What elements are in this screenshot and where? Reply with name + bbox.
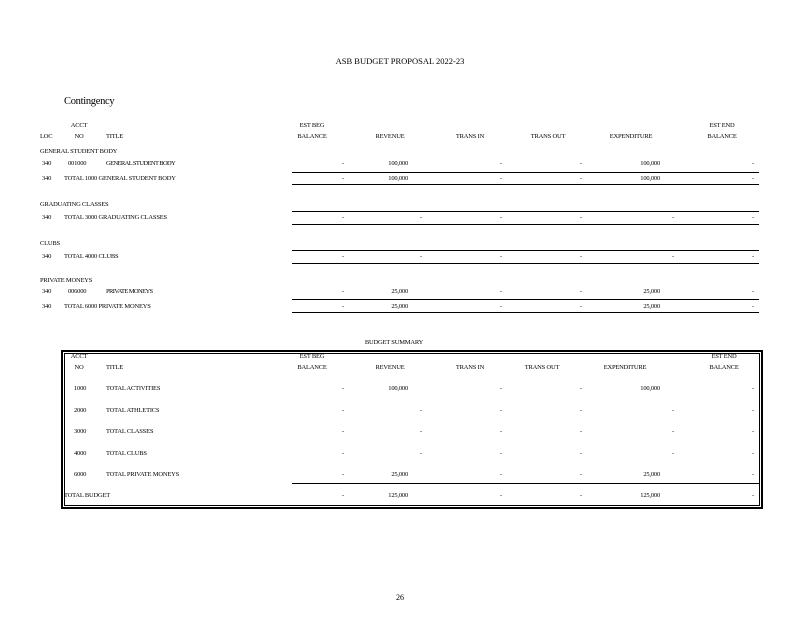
summary-acct: 3000 [74, 428, 87, 435]
summary-title: TOTAL CLASSES [106, 428, 154, 435]
summary-header-revenue: REVENUE [375, 364, 405, 371]
row-title: GENERAL STUDENT BODY [106, 160, 176, 167]
row-acct: 006000 [68, 288, 87, 295]
total-beg: - [342, 175, 344, 182]
header-expenditure: EXPENDITURE [609, 133, 653, 140]
row-tout: - [580, 160, 582, 167]
header-est-end: EST END [709, 122, 735, 129]
header-beg-balance: BALANCE [297, 133, 327, 140]
summary-rev: - [420, 450, 422, 457]
row-exp: 100,000 [640, 160, 660, 167]
group-heading: PRIVATE MONEYS [40, 277, 93, 284]
total-exp: - [672, 214, 674, 221]
summary-end: - [752, 450, 754, 457]
summary-tin: - [500, 385, 502, 392]
summary-tout: - [580, 428, 582, 435]
total-end: - [752, 175, 754, 182]
summary-rev: 25,000 [391, 471, 408, 478]
total-bottom-rule [292, 263, 759, 264]
summary-acct: 6000 [74, 471, 87, 478]
summary-header-expenditure: EXPENDITURE [603, 364, 647, 371]
summary-tin: - [500, 450, 502, 457]
row-acct: 001000 [68, 160, 87, 167]
summary-end: - [752, 407, 754, 414]
summary-exp: - [672, 407, 674, 414]
row-loc: 340 [42, 288, 52, 295]
group-heading: GENERAL STUDENT BODY [40, 148, 118, 155]
summary-header-acct: ACCT [70, 353, 88, 360]
row-end: - [752, 160, 754, 167]
total-top-rule [292, 172, 759, 173]
total-rev: - [420, 253, 422, 260]
summary-beg: - [342, 385, 344, 392]
summary-tout: - [580, 450, 582, 457]
summary-rev: - [420, 407, 422, 414]
header-est-beg: EST BEG [299, 122, 325, 129]
row-beg: - [342, 288, 344, 295]
summary-total-rev: 125,000 [388, 492, 408, 499]
total-title: TOTAL 1000 GENERAL STUDENT BODY [64, 175, 176, 182]
total-exp: 100,000 [640, 175, 660, 182]
page-number: 26 [396, 593, 404, 602]
header-end-balance: BALANCE [707, 133, 737, 140]
total-tout: - [580, 175, 582, 182]
summary-total-exp: 125,000 [640, 492, 660, 499]
header-trans-out: TRANS OUT [530, 133, 566, 140]
document-title: ASB BUDGET PROPOSAL 2022-23 [335, 56, 465, 66]
summary-tin: - [500, 471, 502, 478]
header-revenue: REVENUE [375, 133, 405, 140]
summary-header-trans-out: TRANS OUT [524, 364, 560, 371]
summary-end: - [752, 471, 754, 478]
total-end: - [752, 214, 754, 221]
summary-title: TOTAL PRIVATE MONEYS [106, 471, 180, 478]
total-exp: - [672, 253, 674, 260]
summary-total-tout: - [580, 492, 582, 499]
summary-title: TOTAL ATHLETICS [106, 407, 160, 414]
summary-exp: 25,000 [643, 471, 660, 478]
header-trans-in: TRANS IN [455, 133, 485, 140]
row-title: PRIVATE MONEYS [106, 288, 153, 295]
total-tout: - [580, 253, 582, 260]
total-beg: - [342, 253, 344, 260]
total-title: TOTAL 6000 PRIVATE MONEYS [64, 303, 151, 310]
summary-header-title: TITLE [106, 364, 124, 371]
summary-acct: 1000 [74, 385, 87, 392]
total-rev: 25,000 [391, 303, 408, 310]
row-loc: 340 [42, 160, 52, 167]
total-rev: 100,000 [388, 175, 408, 182]
total-tin: - [500, 214, 502, 221]
summary-acct: 2000 [74, 407, 87, 414]
total-bottom-rule [292, 312, 759, 313]
group-heading: GRADUATING CLASSES [40, 201, 109, 208]
row-beg: - [342, 160, 344, 167]
total-tout: - [580, 303, 582, 310]
total-exp: 25,000 [643, 303, 660, 310]
row-tin: - [500, 288, 502, 295]
total-loc: 340 [42, 303, 52, 310]
total-beg: - [342, 303, 344, 310]
section-title: Contingency [64, 96, 115, 107]
total-end: - [752, 253, 754, 260]
summary-title: TOTAL ACTIVITIES [106, 385, 161, 392]
row-rev: 100,000 [388, 160, 408, 167]
summary-header-no: NO [74, 364, 84, 371]
total-rev: - [420, 214, 422, 221]
summary-total-tin: - [500, 492, 502, 499]
total-loc: 340 [42, 253, 52, 260]
summary-tin: - [500, 428, 502, 435]
summary-total-rule [292, 483, 759, 484]
summary-total-end: - [752, 492, 754, 499]
total-tin: - [500, 253, 502, 260]
row-end: - [752, 288, 754, 295]
summary-header-beg-balance: BALANCE [297, 364, 327, 371]
summary-total-beg: - [342, 492, 344, 499]
summary-header-end-balance: BALANCE [709, 364, 739, 371]
summary-exp: - [672, 450, 674, 457]
total-title: TOTAL 3000 GRADUATING CLASSES [64, 214, 167, 221]
summary-heading: BUDGET SUMMARY [364, 339, 424, 346]
summary-beg: - [342, 471, 344, 478]
total-end: - [752, 303, 754, 310]
summary-header-est-beg: EST BEG [299, 353, 325, 360]
summary-beg: - [342, 407, 344, 414]
total-loc: 340 [42, 175, 52, 182]
summary-rev: - [420, 428, 422, 435]
total-tin: - [500, 175, 502, 182]
summary-header-est-end: EST END [711, 353, 737, 360]
group-heading: CLUBS [40, 240, 60, 247]
row-exp: 25,000 [643, 288, 660, 295]
summary-beg: - [342, 428, 344, 435]
total-title: TOTAL 4000 CLUBS [64, 253, 119, 260]
header-no: NO [74, 133, 84, 140]
total-top-rule [292, 250, 759, 251]
total-tout: - [580, 214, 582, 221]
row-tin: - [500, 160, 502, 167]
summary-tin: - [500, 407, 502, 414]
summary-title: TOTAL CLUBS [106, 450, 147, 457]
summary-end: - [752, 428, 754, 435]
total-bottom-rule [292, 224, 759, 225]
total-tin: - [500, 303, 502, 310]
summary-tout: - [580, 407, 582, 414]
summary-end: - [752, 385, 754, 392]
row-rev: 25,000 [391, 288, 408, 295]
summary-beg: - [342, 450, 344, 457]
summary-tout: - [580, 385, 582, 392]
summary-header-trans-in: TRANS IN [455, 364, 485, 371]
total-top-rule [292, 299, 759, 300]
summary-acct: 4000 [74, 450, 87, 457]
summary-rev: 100,000 [388, 385, 408, 392]
total-beg: - [342, 214, 344, 221]
row-tout: - [580, 288, 582, 295]
total-bottom-rule [292, 184, 759, 185]
header-loc: LOC [40, 133, 53, 140]
header-title: TITLE [106, 133, 124, 140]
summary-tout: - [580, 471, 582, 478]
total-top-rule [292, 211, 759, 212]
total-loc: 340 [42, 214, 52, 221]
header-acct: ACCT [70, 122, 88, 129]
summary-exp: - [672, 428, 674, 435]
summary-exp: 100,000 [640, 385, 660, 392]
summary-total-title: TOTAL BUDGET [64, 492, 111, 499]
